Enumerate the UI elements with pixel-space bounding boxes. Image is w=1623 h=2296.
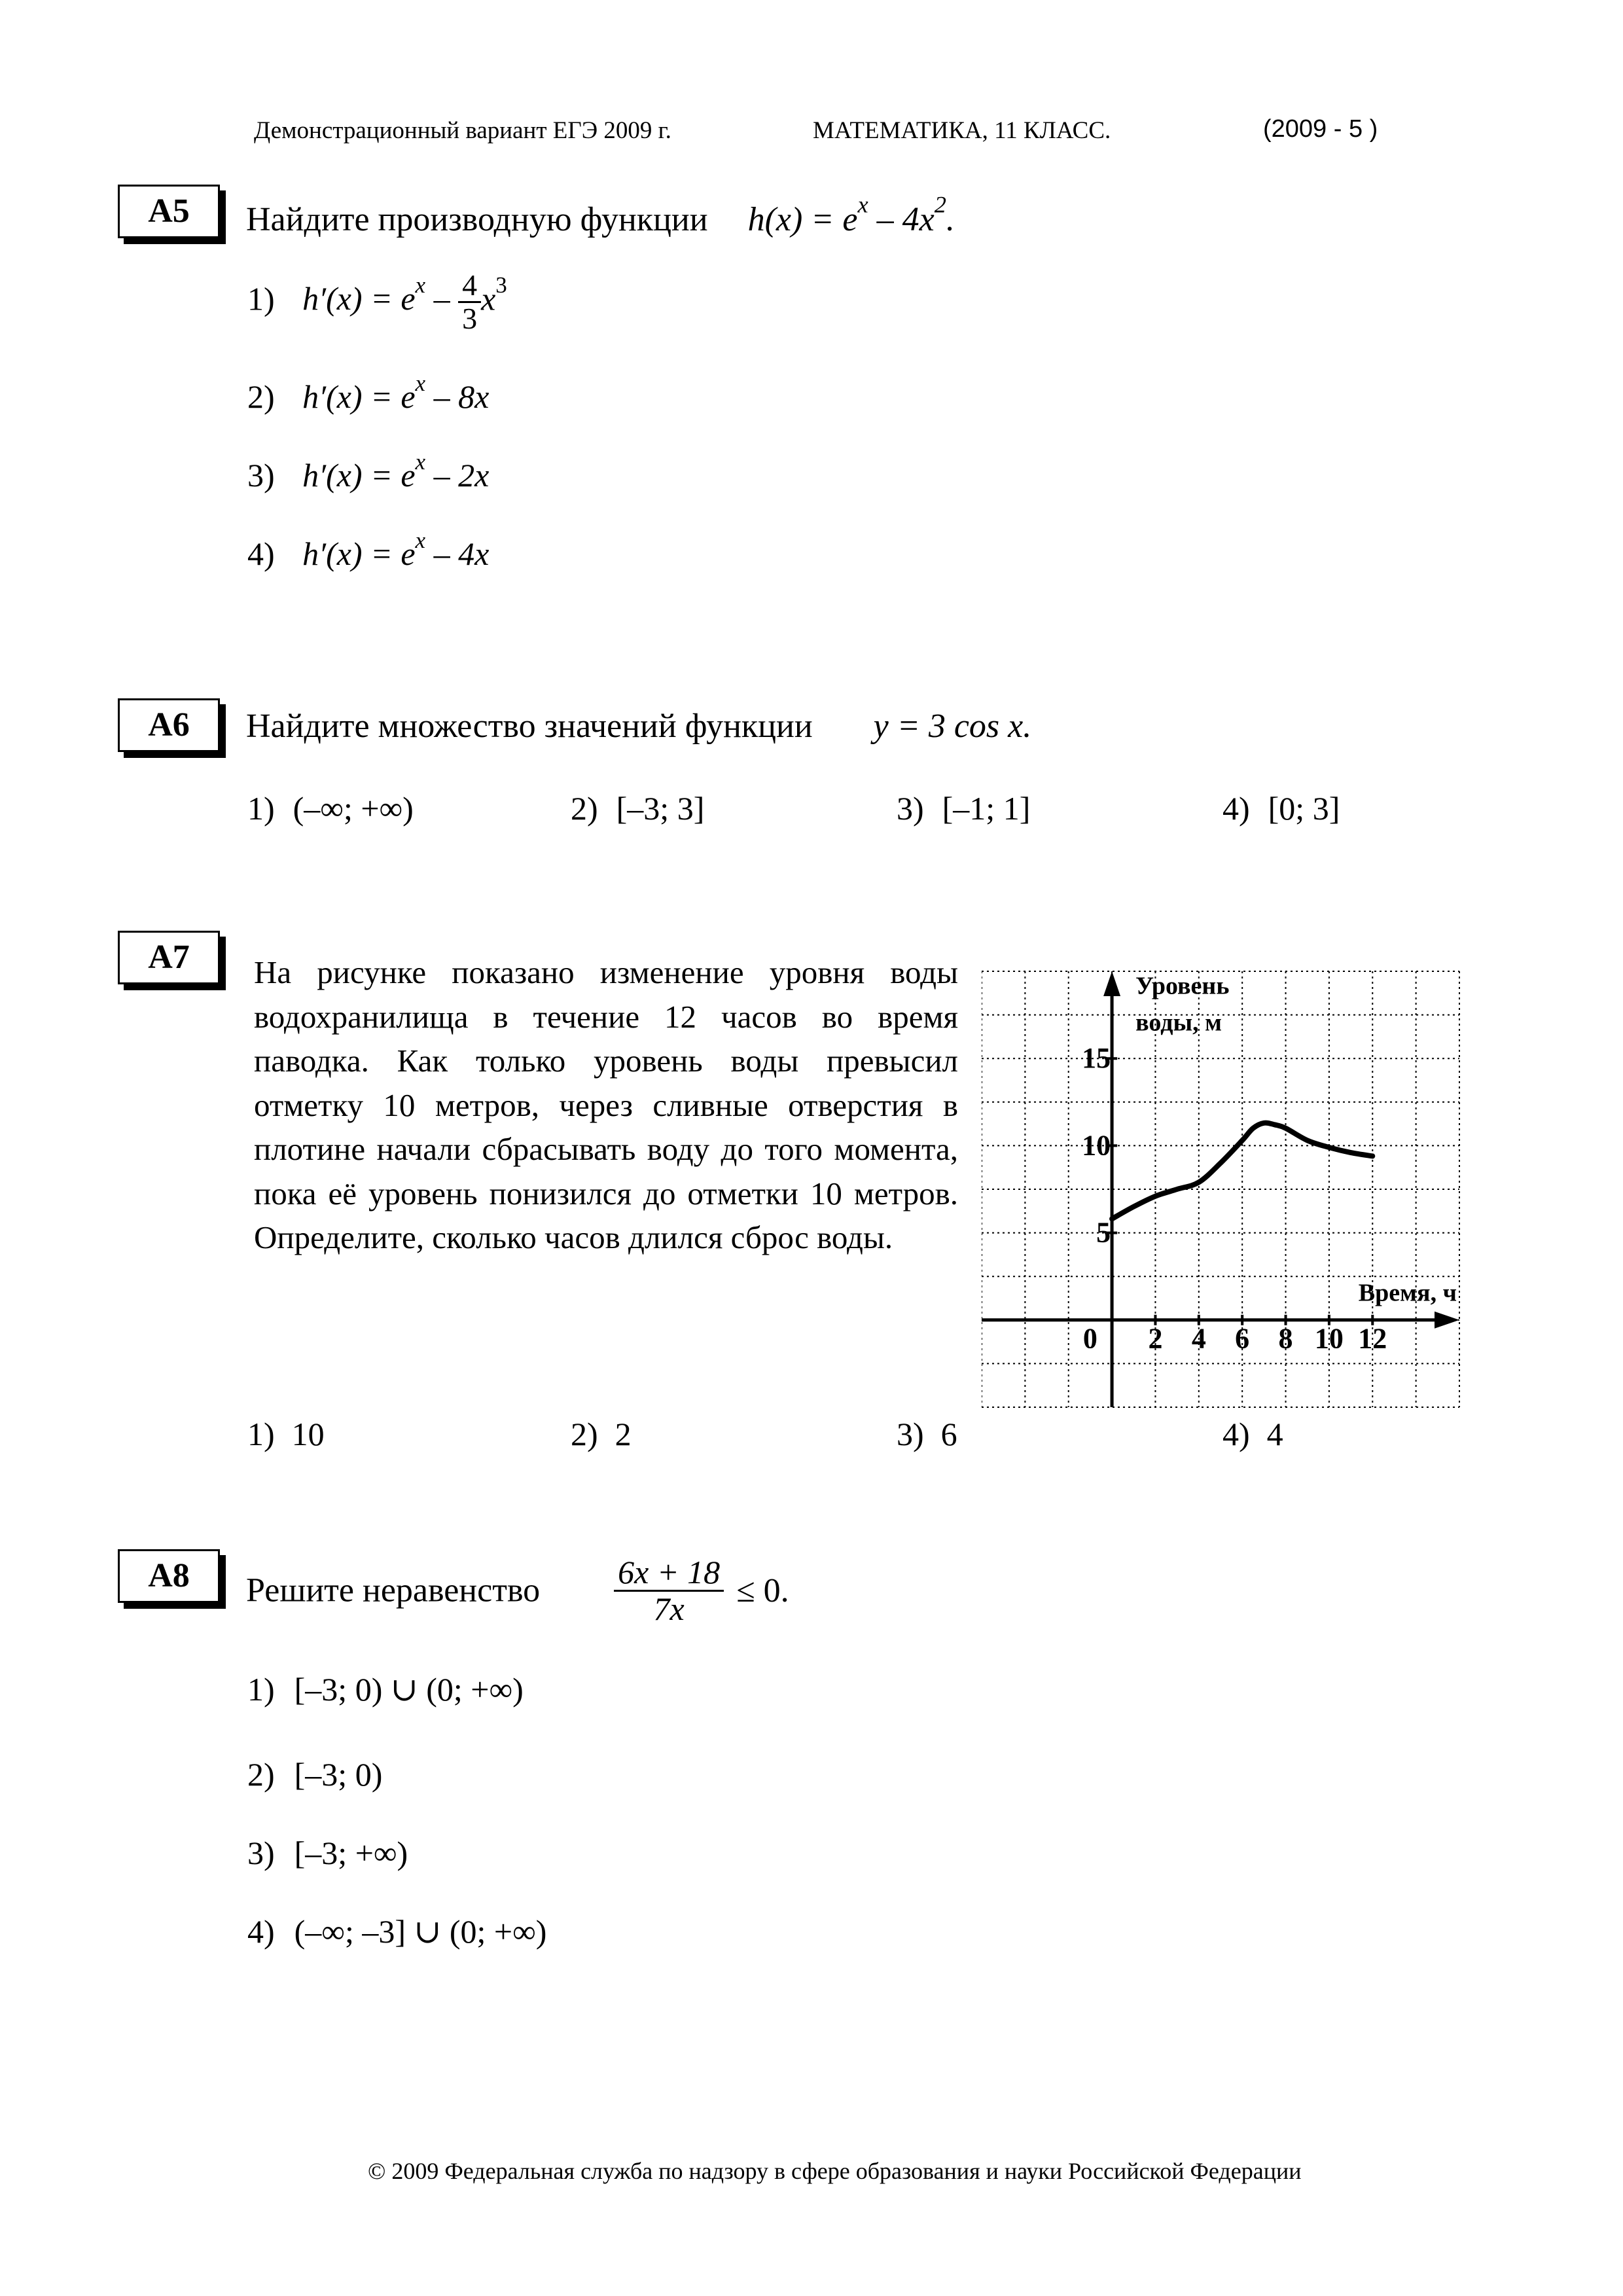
a6-option-4	[1222, 789, 1340, 827]
task-label-a6: А6	[118, 698, 220, 752]
a5-func-end: .	[946, 201, 955, 238]
footer-copyright: © 2009 Федеральная служба по надзору в сфере образования и науки Российской Федерации	[368, 2158, 1302, 2184]
option-text: [0; 3]	[1268, 790, 1340, 827]
a5-func-power: 2	[934, 191, 946, 218]
option-number: 1)	[247, 790, 275, 827]
water-level-chart	[982, 969, 1466, 1411]
option-text: (–∞; –3] ∪ (0; +∞)	[294, 1913, 547, 1950]
option-text: [–3; +∞)	[294, 1835, 408, 1871]
x-axis-arrow	[1435, 1312, 1459, 1329]
a5-option-2	[247, 370, 490, 416]
a5-option-4	[247, 527, 490, 573]
option-rhs: – 2x	[425, 457, 490, 493]
option-text: [–1; 1]	[942, 790, 1031, 827]
a8-relation: ≤ 0.	[736, 1571, 789, 1609]
task-label-a8: А8	[118, 1549, 220, 1603]
x-tick-label: 8	[1278, 1322, 1293, 1355]
option-minus: –	[425, 280, 459, 317]
a6-question	[246, 707, 1031, 745]
option-text: 2	[615, 1416, 632, 1452]
a8-question	[246, 1555, 789, 1626]
a8-option-3	[247, 1834, 408, 1872]
option-number: 2)	[247, 1756, 275, 1793]
a5-question-text: Найдите производную функции	[246, 201, 708, 238]
option-number: 3)	[897, 790, 924, 827]
option-lhs: h′(x) = e	[302, 457, 416, 493]
option-text: [–3; 0)	[294, 1756, 383, 1793]
x-tick-label: 6	[1235, 1322, 1250, 1355]
option-rhs: – 4x	[425, 535, 490, 572]
header-left: Демонстрационный вариант ЕГЭ 2009 г.	[254, 117, 671, 144]
y-axis-arrow	[1103, 971, 1120, 996]
a5-func-mid: – 4x	[868, 201, 935, 238]
x-tick-label: 12	[1358, 1322, 1387, 1355]
option-number: 4)	[247, 535, 275, 572]
a5-func-exp: x	[857, 191, 868, 218]
fraction-numerator: 6x + 18	[614, 1555, 724, 1592]
a7-option-4	[1222, 1415, 1283, 1453]
option-exp: x	[415, 448, 426, 475]
a6-function: y = 3 cos x.	[873, 708, 1032, 745]
a5-function	[747, 191, 955, 238]
a6-option-2	[571, 789, 704, 827]
chart-axes	[982, 971, 1459, 1407]
a5-option-3	[247, 448, 490, 494]
a6-option-1	[247, 789, 414, 827]
option-number: 1)	[247, 1416, 275, 1452]
a8-fraction	[614, 1555, 724, 1626]
option-lhs: h′(x) = e	[302, 280, 416, 317]
option-text: [–3; 3]	[616, 790, 705, 827]
option-text: 4	[1266, 1416, 1283, 1452]
y-tick-label: 5	[1096, 1216, 1111, 1249]
option-text: [–3; 0) ∪ (0; +∞)	[294, 1671, 524, 1708]
y-tick-label: 10	[1082, 1129, 1111, 1162]
option-rhs: – 8x	[425, 378, 490, 415]
option-text: (–∞; +∞)	[293, 790, 414, 827]
option-exp: x	[415, 272, 426, 298]
a7-option-1	[247, 1415, 325, 1453]
a8-option-2	[247, 1755, 382, 1793]
option-exp: x	[415, 370, 426, 396]
fraction-denominator: 3	[462, 302, 478, 336]
y-tick-label: 15	[1082, 1042, 1111, 1075]
option-lhs: h′(x) = e	[302, 378, 416, 415]
chart-grid	[982, 971, 1459, 1407]
y-axis-label-line-1: Уровень	[1135, 972, 1230, 1000]
option-text: 6	[940, 1416, 957, 1452]
a8-option-1	[247, 1670, 524, 1708]
fraction-numerator: 4	[458, 270, 481, 303]
task-label-a7: А7	[118, 931, 220, 984]
option-fraction	[458, 270, 481, 335]
a7-option-2	[571, 1415, 632, 1453]
option-number: 4)	[1222, 1416, 1250, 1452]
option-number: 1)	[247, 1671, 275, 1708]
header-subject: МАТЕМАТИКА, 11 КЛАСС.	[813, 117, 1111, 144]
a8-question-text: Решите неравенство	[246, 1571, 541, 1609]
option-number: 4)	[1222, 790, 1250, 827]
x-tick-label: 10	[1314, 1322, 1344, 1355]
y-tick-labels	[1082, 1042, 1111, 1248]
option-text: 10	[291, 1416, 325, 1452]
option-tail-power: 3	[495, 272, 507, 298]
a7-problem-text: На рисунке показано изменение уровня воды водохранилища в течение 12 часов во время паводка. Как только уровень воды превысил отметку 10 метров, через сливные отверстия в плотине начали сбрасывать воду до того момента, пока её уровень понизился до отметки 10 метров. Определите, сколько часов длился сброс воды.	[254, 954, 958, 1255]
option-exp: x	[415, 527, 426, 553]
a5-option-1	[247, 270, 507, 335]
option-lhs: h′(x) = e	[302, 535, 416, 572]
a6-question-text: Найдите множество значений функции	[246, 708, 813, 745]
origin-label: 0	[1082, 1322, 1097, 1355]
a5-func-lhs: h(x) = e	[747, 201, 858, 238]
option-number: 2)	[247, 378, 275, 415]
x-tick-label: 4	[1191, 1322, 1206, 1355]
x-tick-label: 2	[1148, 1322, 1163, 1355]
option-number: 4)	[247, 1913, 275, 1950]
option-number: 3)	[247, 1835, 275, 1871]
a6-option-3	[897, 789, 1030, 827]
x-tick-labels	[1148, 1322, 1387, 1354]
task-label-a5: А5	[118, 185, 220, 238]
x-axis-label: Время, ч	[1358, 1279, 1457, 1307]
option-number: 2)	[571, 790, 598, 827]
header-page-number: (2009 - 5 )	[1263, 115, 1378, 143]
a7-option-3	[897, 1415, 957, 1453]
option-number: 3)	[247, 457, 275, 493]
y-axis-label-line-2: воды, м	[1135, 1009, 1222, 1037]
option-tail: x	[481, 280, 496, 317]
a8-option-4	[247, 1912, 546, 1950]
option-number: 2)	[571, 1416, 598, 1452]
fraction-denominator: 7x	[653, 1590, 685, 1627]
a5-question	[246, 191, 955, 239]
option-number: 3)	[897, 1416, 924, 1452]
option-number: 1)	[247, 280, 275, 317]
